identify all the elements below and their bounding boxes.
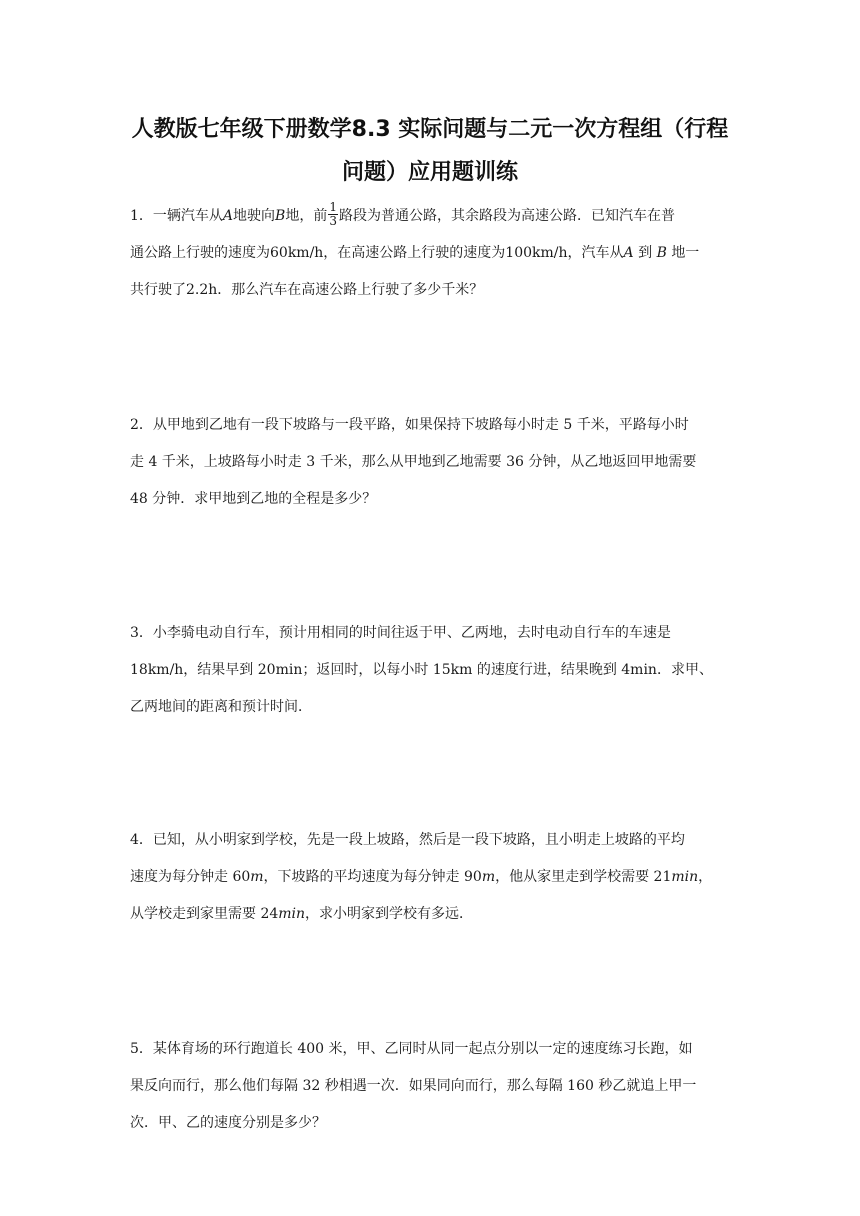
question-5-line-2: 果反向而行，那么他们每隔 32 秒相遇一次．如果同向而行，那么每隔 160 秒乙就追上甲一 <box>130 1078 697 1094</box>
question-1 <box>130 198 730 309</box>
document-title-line-2: 问题）应用题训练 <box>341 160 518 185</box>
question-2-line-2: 走 4 千米，上坡路每小时走 3 千米，那么从甲地到乙地需要 36 分钟，从乙地返回甲地需要 <box>130 454 697 470</box>
question-5-line-3: 次．甲、乙的速度分别是多少？ <box>130 1115 326 1131</box>
question-3 <box>130 615 730 726</box>
question-2 <box>130 407 730 518</box>
document-title-line-1: 人教版七年级下册数学8.3 实际问题与二元一次方程组（行程 <box>131 117 729 142</box>
variable-b: B <box>275 208 286 224</box>
question-4 <box>130 822 730 933</box>
question-3-line-3: 乙两地间的距离和预计时间． <box>130 699 312 715</box>
question-3-line-2: 18km/h，结果早到 20min；返回时，以每小时 15km 的速度行进，结果晚到 4min．求甲、 <box>130 662 713 678</box>
question-5-line-1: 5．某体育场的环行跑道长 400 米，甲、乙同时从同一起点分别以一定的速度练习长跑，如 <box>130 1041 693 1057</box>
question-1-line-1: 1．一辆汽车从A地驶向B地，前 $\frac{1}{3}$ 路段为普通公路，其余路段为高速公路．已知汽车在普 <box>130 199 675 228</box>
question-3-line-1: 3．小李骑电动自行车，预计用相同的时间往返于甲、乙两地，去时电动自行车的车速是 <box>130 625 671 641</box>
question-2-line-3: 48 分钟．求甲地到乙地的全程是多少？ <box>130 491 377 507</box>
question-5 <box>130 1031 730 1142</box>
question-4-line-2: 速度为每分钟走 60m，下坡路的平均速度为每分钟走 90m，他从家里走到学校需要 21min， <box>130 869 713 885</box>
question-2-line-1: 2．从甲地到乙地有一段下坡路与一段平路，如果保持下坡路每小时走 5 千米，平路每小时 <box>130 417 689 433</box>
question-1-line-3: 共行驶了2.2h．那么汽车在高速公路上行驶了多少千米？ <box>130 282 484 298</box>
fraction-one-third: $\frac{1}{3}$ <box>329 199 337 228</box>
question-4-line-1: 4．已知，从小明家到学校，先是一段上坡路，然后是一段下坡路，且小明走上坡路的平均 <box>130 832 685 848</box>
variable-a: A <box>222 208 234 224</box>
question-1-line-2: 通公路上行驶的速度为60km/h，在高速公路上行驶的速度为100km/h，汽车从A 到 B 地一 <box>130 245 700 261</box>
question-4-line-3: 从学校走到家里需要 24min，求小明家到学校有多远． <box>130 906 474 922</box>
